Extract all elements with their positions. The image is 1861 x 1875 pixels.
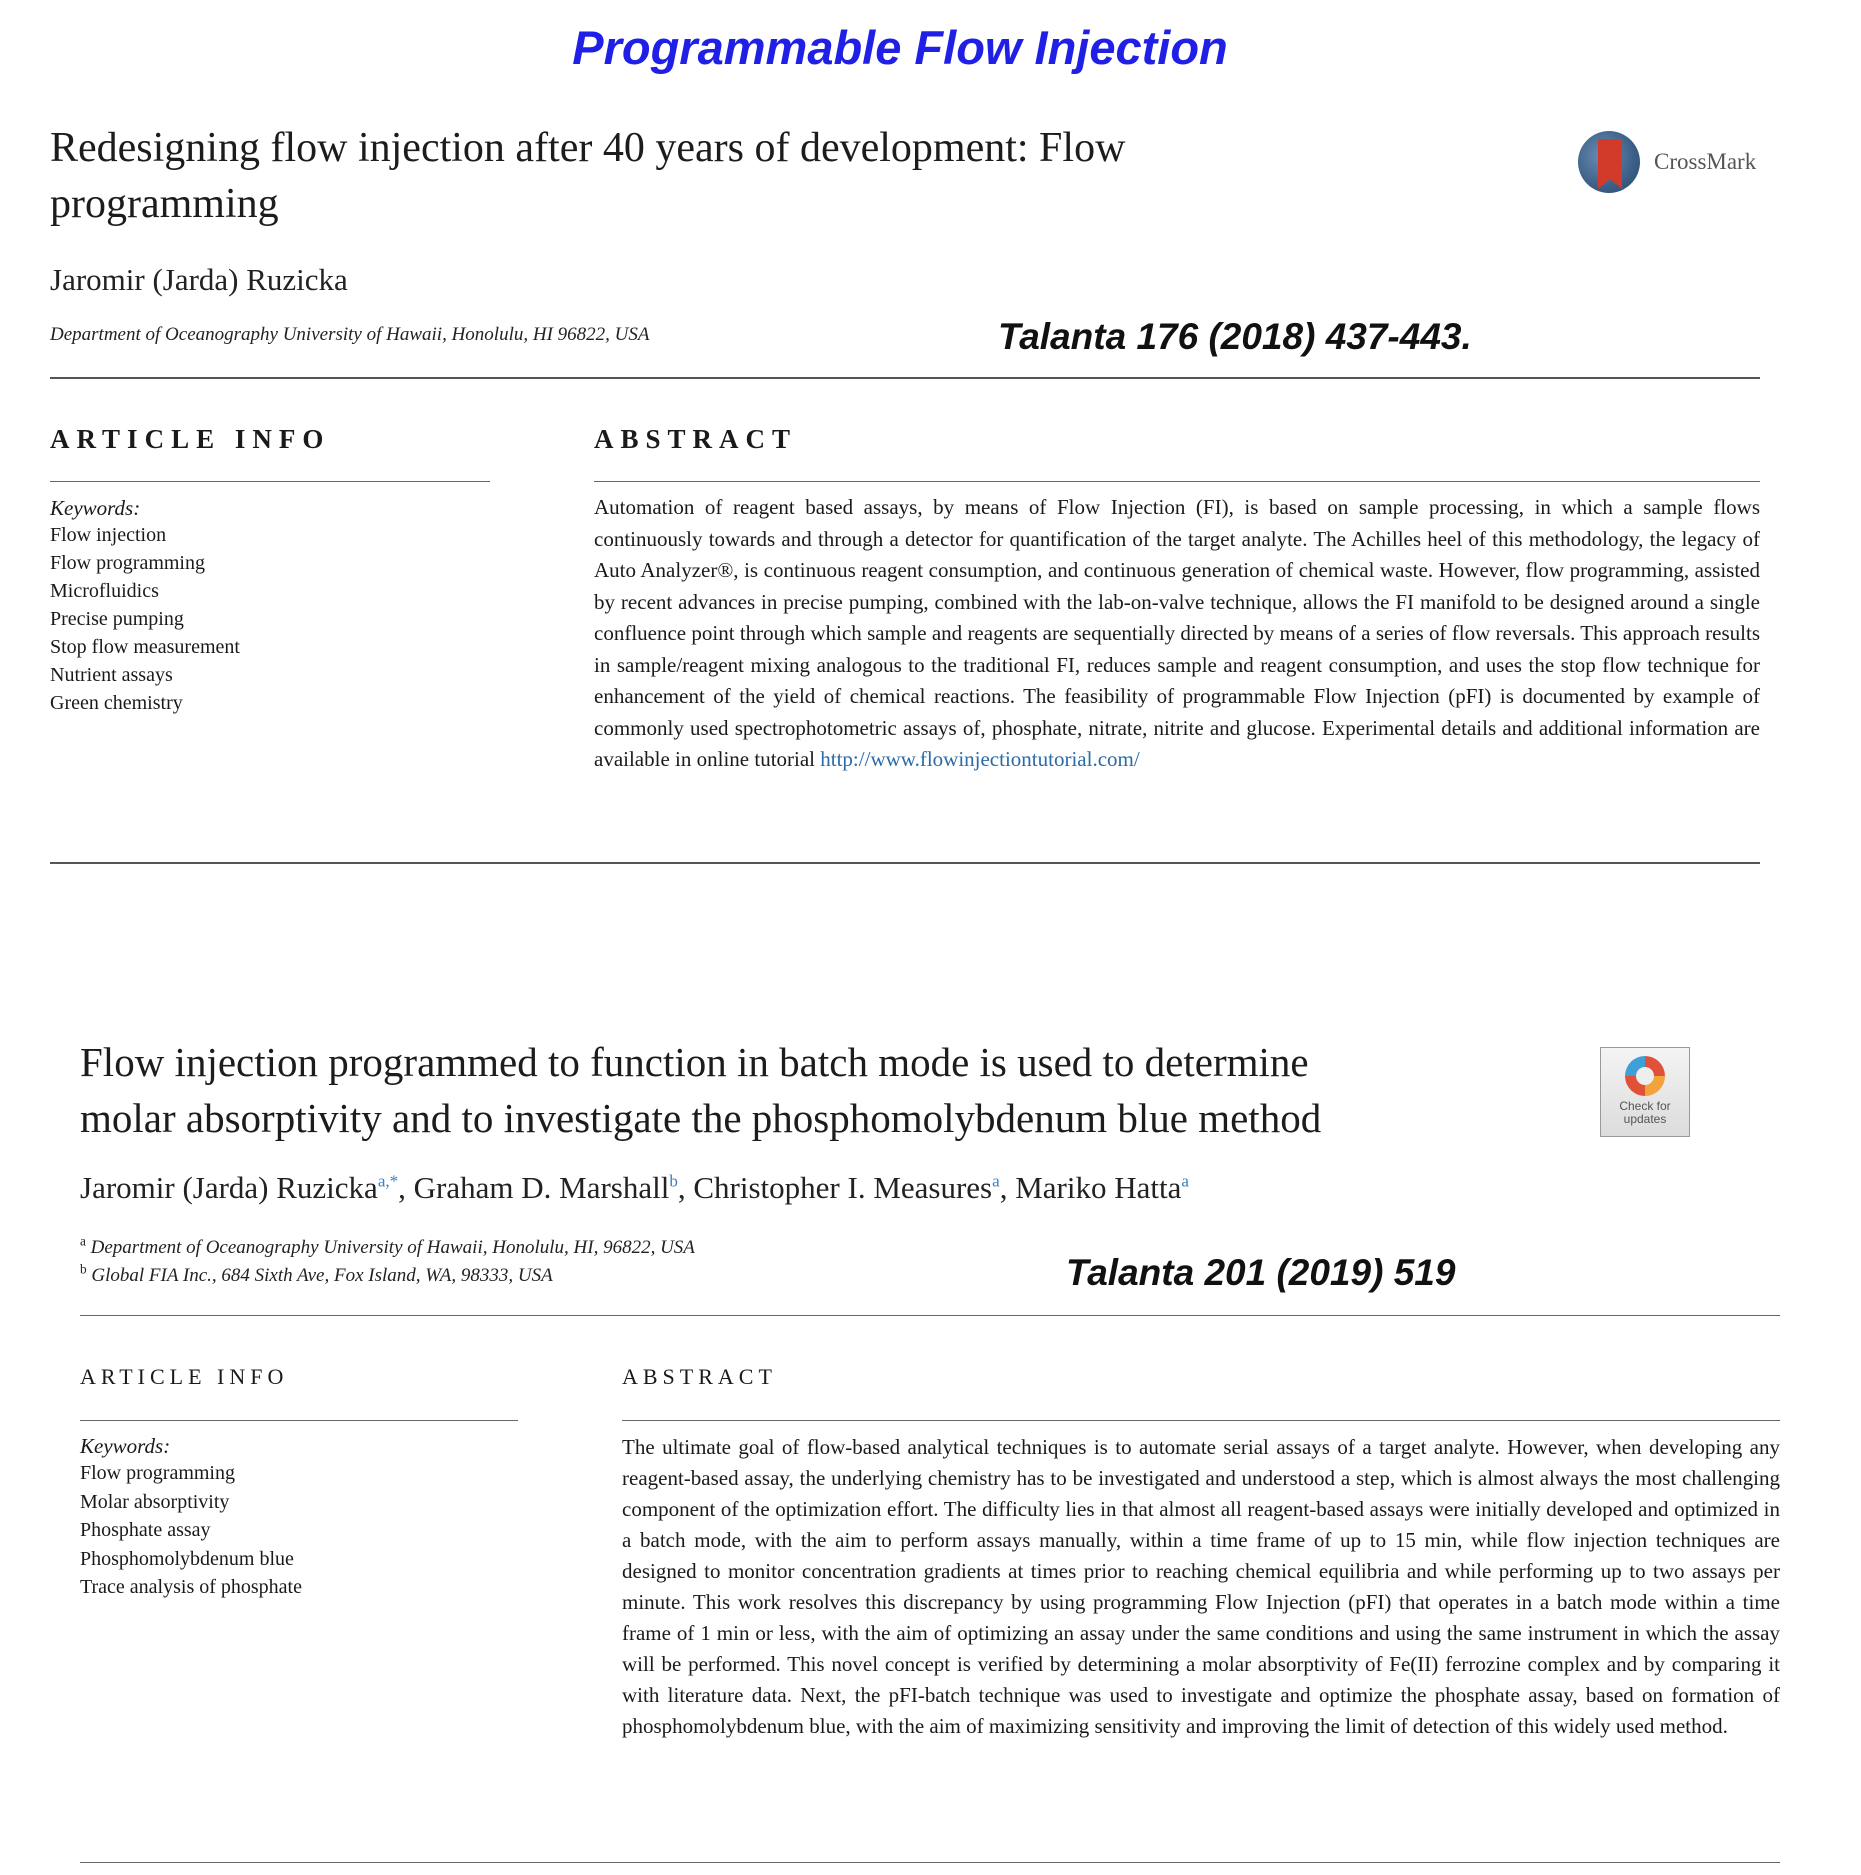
- paper2-keywords-label: Keywords:: [80, 1434, 171, 1458]
- paper1-keywords-label: Keywords:: [50, 496, 141, 520]
- paper1-keywords: [50, 496, 490, 717]
- affiliation-text: Department of Oceanography University of Hawaii, Honolulu, HI, 96822, USA: [90, 1237, 695, 1258]
- affiliation-mark: b: [80, 1261, 87, 1277]
- keyword: Green chemistry: [50, 692, 183, 714]
- keyword: Trace analysis of phosphate: [80, 1576, 302, 1598]
- affiliation-mark: a: [80, 1233, 86, 1249]
- paper1-keyword-list: [50, 521, 490, 717]
- paper2-abstract: The ultimate goal of flow-based analytical techniques is to automate serial assays of a target analyte. However, when developing any reagent-based assay, the underlying chemistry has to be investigated and understood a step, which is almost always the most challenging component of the optimization effort. The difficulty lies in that almost all reagent-based assays were initially developed and optimized in a batch mode, with the aim to perform assays manually, within a time frame of up to 15 min, while flow injection techniques are designed to monitor concentration gradients at times prior to reaching chemical equilibria and while performing up to two assays per minute. This work resolves this discrepancy by using programming Flow Injection (pFI) that operates in a batch mode within a time frame of 1 min or less, with the aim of optimizing an assay under the same conditions and using the same instrument in which the assay will be performed. This novel concept is verified by determining a molar absorptivity of Fe(II) ferrozine complex and by comparing it with literature data. Next, the pFI-batch technique was used to investigate and optimize the phosphate assay, based on formation of phosphomolybdenum blue, with the aim of maximizing sensitivity and improving the limit of detection of this widely used method.: [622, 1435, 1780, 1738]
- author-mark[interactable]: a: [1181, 1171, 1189, 1191]
- paper2-citation: Talanta 201 (2019) 519: [1066, 1252, 1456, 1293]
- keyword: Nutrient assays: [50, 664, 173, 686]
- paper2-keywords: [80, 1434, 518, 1602]
- crossmark-label: CrossMark: [1654, 149, 1757, 174]
- paper2-affiliations: [80, 1234, 695, 1290]
- divider: [50, 481, 490, 482]
- keyword: Flow injection: [50, 524, 167, 546]
- paper1-article-info-heading: ARTICLE INFO: [50, 424, 331, 454]
- paper1-abstract: [594, 492, 1760, 776]
- divider: [50, 377, 1760, 379]
- divider: [80, 1315, 1780, 1316]
- affiliation: [80, 1262, 695, 1290]
- author-name: Christopher I. Measures: [693, 1170, 993, 1205]
- check-for-updates-line1: Check for: [1619, 1099, 1671, 1113]
- paper2-abstract-heading: ABSTRACT: [622, 1364, 777, 1389]
- author-name: Graham D. Marshall: [413, 1170, 670, 1205]
- affiliation: [80, 1234, 695, 1262]
- keyword: Microfluidics: [50, 580, 159, 602]
- divider: [80, 1420, 518, 1421]
- keyword: Flow programming: [80, 1462, 235, 1484]
- paper1-title-line2: programming: [50, 181, 279, 227]
- keyword: Flow programming: [50, 552, 205, 574]
- paper1-citation: Talanta 176 (2018) 437-443.: [998, 316, 1472, 357]
- paper2-authors: Jaromir (Jarda) Ruzicka$^{a,*}$, Graham D. Marshall$^b$, Christopher I. Measures$^a$, Mariko Hatta$^a$: [80, 1170, 1189, 1205]
- divider: [50, 862, 1760, 864]
- author-mark[interactable]: b: [669, 1171, 678, 1191]
- keyword: Precise pumping: [50, 608, 184, 630]
- keyword: Molar absorptivity: [80, 1490, 230, 1513]
- keyword: Stop flow measurement: [50, 636, 240, 658]
- paper2-title: [80, 1034, 1580, 1146]
- paper1-title: [50, 120, 1330, 232]
- slide-title: Programmable Flow Injection: [572, 21, 1228, 74]
- crossmark-ribbon-icon: [1598, 139, 1622, 179]
- paper1-title-line1: Redesigning flow injection after 40 years of development: Flow: [50, 125, 1126, 171]
- crossmark-badge[interactable]: [1578, 127, 1798, 202]
- check-for-updates-badge[interactable]: [1600, 1047, 1690, 1137]
- divider: [594, 481, 1760, 482]
- tutorial-link[interactable]: http://www.flowinjectiontutorial.com/: [820, 747, 1140, 771]
- divider: [622, 1420, 1780, 1421]
- paper1-affiliation: Department of Oceanography University of Hawaii, Honolulu, HI 96822, USA: [50, 324, 650, 345]
- paper1-abstract-text: Automation of reagent based assays, by means of Flow Injection (FI), is based on sample processing, in which a sample flows continuously towards and through a detector for quantification of the target analyte. The Achilles heel of this methodology, the legacy of Auto Analyzer®, is continuous reagent consumption, and continuous generation of chemical waste. However, flow programming, assisted by recent advances in precise pumping, combined with the lab-on-valve technique, allows the FI manifold to be designed around a single confluence point through which sample and reagents are sequentially directed by means of a series of flow reversals. This approach results in sample/reagent mixing analogous to the traditional FI, reduces sample and reagent consumption, and uses the stop flow technique for enhancement of the yield of chemical reactions. The feasibility of programmable Flow Injection (pFI) is documented by example of commonly used spectrophotometric assays of, phosphate, nitrate, nitrite and glucose. Experimental details and additional information are available in online tutorial: [594, 495, 1760, 771]
- paper2-article-info-heading: ARTICLE INFO: [80, 1364, 289, 1389]
- keyword: Phosphate assay: [80, 1519, 211, 1541]
- author-mark[interactable]: a: [992, 1171, 1000, 1191]
- affiliation-text: Global FIA Inc., 684 Sixth Ave, Fox Island, WA, 98333, USA: [91, 1265, 553, 1286]
- check-for-updates-line2: updates: [1623, 1112, 1667, 1126]
- paper2-title-line1: Flow injection programmed to function in batch mode is used to determine: [80, 1039, 1309, 1085]
- paper2-keyword-list: [80, 1459, 518, 1602]
- paper1-author: Jaromir (Jarda) Ruzicka: [50, 262, 348, 297]
- author-name: Mariko Hatta: [1015, 1170, 1182, 1205]
- author-mark[interactable]: a,*: [377, 1171, 399, 1191]
- check-for-updates-label: [1601, 1100, 1689, 1126]
- author-name: Jaromir (Jarda) Ruzicka: [80, 1170, 378, 1205]
- paper2-title-line2: molar absorptivity and to investigate the phosphomolybdenum blue method: [80, 1095, 1322, 1141]
- divider: [80, 1862, 1780, 1863]
- paper1-abstract-heading: ABSTRACT: [594, 424, 798, 454]
- keyword: Phosphomolybdenum blue: [80, 1547, 294, 1570]
- check-for-updates-icon: [1625, 1056, 1665, 1096]
